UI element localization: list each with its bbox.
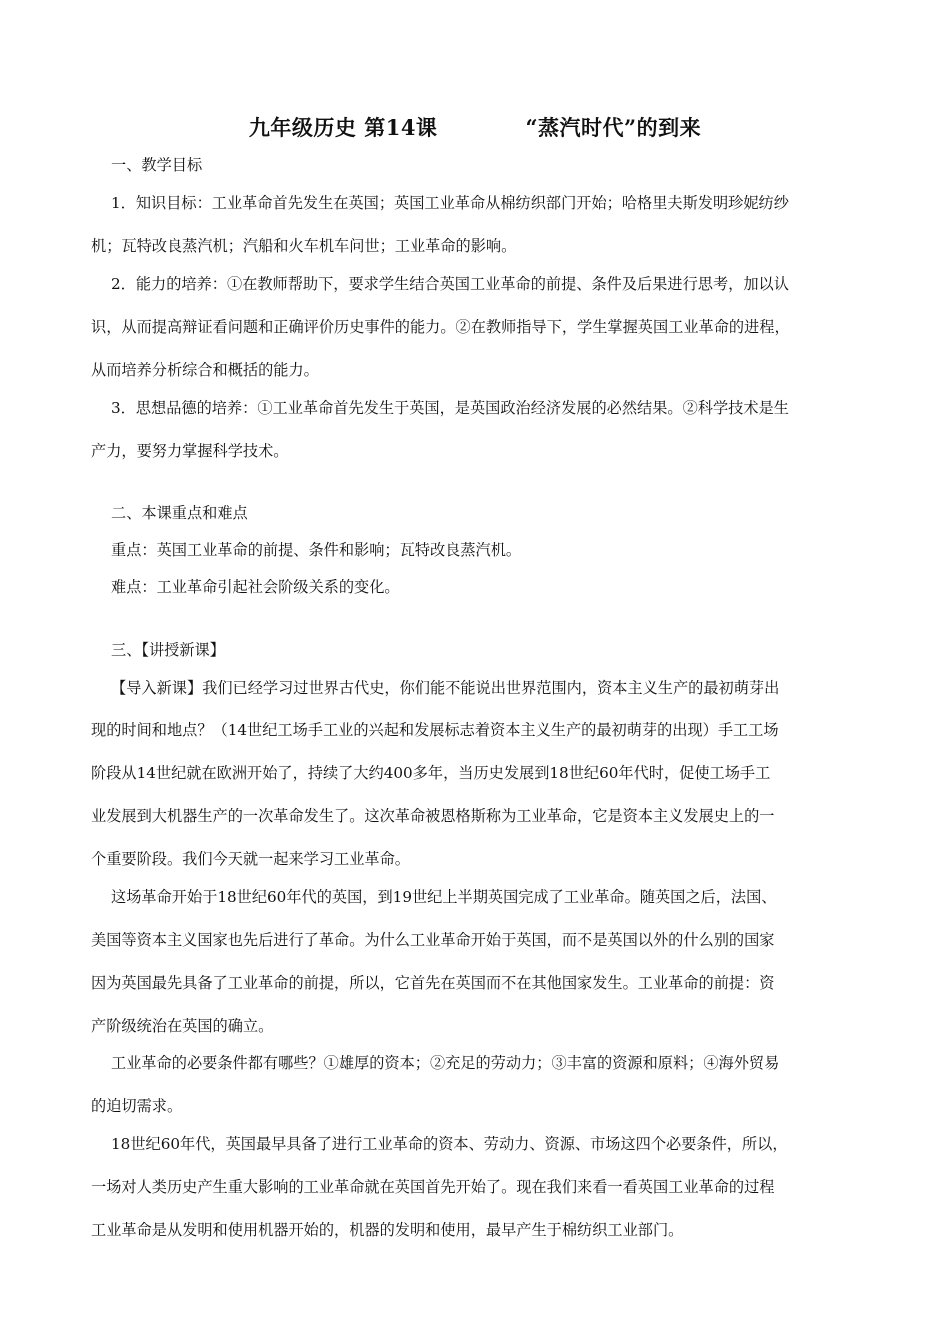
paragraph-line: 2．能力的培养：①在教师帮助下，要求学生结合英国工业革命的前提、条件及后果进行思考，加以认 xyxy=(111,275,789,293)
paragraph-line: 这场革命开始于18世纪60年代的英国，到19世纪上半期英国完成了工业革命。随英国之后，法国、 xyxy=(111,888,777,906)
title-topic: “蒸汽时代”的到来 xyxy=(525,115,702,140)
paragraph-line: 美国等资本主义国家也先后进行了革命。为什么工业革命开始于英国，而不是英国以外的什么别的国家 xyxy=(91,931,775,949)
paragraph-line: 业发展到大机器生产的一次革命发生了。这次革命被恩格斯称为工业革命，它是资本主义发展史上的一 xyxy=(91,807,775,825)
paragraph-line: 【导入新课】我们已经学习过世界古代史，你们能不能说出世界范围内，资本主义生产的最初萌芽出 xyxy=(111,679,780,697)
paragraph-line: 阶段从14世纪就在欧洲开始了，持续了大约400多年，当历史发展到18世纪60年代时，促使工场手工 xyxy=(91,764,771,782)
section-heading-objectives: 一、教学目标 xyxy=(111,156,203,174)
section-heading-keypoints: 二、本课重点和难点 xyxy=(111,504,248,522)
paragraph-line: 重点：英国工业革命的前提、条件和影响；瓦特改良蒸汽机。 xyxy=(111,541,522,559)
paragraph-line: 18世纪60年代，英国最早具备了进行工业革命的资本、劳动力、资源、市场这四个必要条件，所以， xyxy=(111,1135,788,1153)
paragraph-line: 工业革命是从发明和使用机器开始的，机器的发明和使用，最早产生于棉纺织工业部门。 xyxy=(91,1221,684,1239)
title-lesson: 九年级历史 第14课 xyxy=(248,115,438,140)
paragraph-line: 识，从而提高辩证看问题和正确评价历史事件的能力。②在教师指导下，学生掌握英国工业革命的进程， xyxy=(91,318,790,336)
document-title xyxy=(0,112,950,142)
paragraph-line: 1．知识目标：工业革命首先发生在英国；英国工业革命从棉纺织部门开始；哈格里夫斯发明珍妮纺纱 xyxy=(111,194,789,212)
paragraph-line: 的迫切需求。 xyxy=(91,1097,183,1115)
paragraph-line: 工业革命的必要条件都有哪些？①雄厚的资本；②充足的劳动力；③丰富的资源和原料；④海外贸易 xyxy=(111,1054,780,1072)
paragraph-line: 从而培养分析综合和概括的能力。 xyxy=(91,361,319,379)
paragraph-line: 一场对人类历史产生重大影响的工业革命就在英国首先开始了。现在我们来看一看英国工业革命的过程 xyxy=(91,1178,775,1196)
section-heading-new-lesson: 三、【讲授新课】 xyxy=(111,641,225,659)
paragraph-line: 现的时间和地点？（14世纪工场手工业的兴起和发展标志着资本主义生产的最初萌芽的出现）手工工场 xyxy=(91,721,779,739)
paragraph-line: 产阶级统治在英国的确立。 xyxy=(91,1017,274,1035)
paragraph-line: 个重要阶段。我们今天就一起来学习工业革命。 xyxy=(91,850,410,868)
paragraph-line: 难点：工业革命引起社会阶级关系的变化。 xyxy=(111,578,400,596)
paragraph-line: 因为英国最先具备了工业革命的前提，所以，它首先在英国而不在其他国家发生。工业革命的前提：资 xyxy=(91,974,775,992)
paragraph-line: 产力，要努力掌握科学技术。 xyxy=(91,442,289,460)
paragraph-line: 3．思想品德的培养：①工业革命首先发生于英国，是英国政治经济发展的必然结果。②科学技术是生 xyxy=(111,399,789,417)
paragraph-line: 机；瓦特改良蒸汽机；汽船和火车机车问世；工业革命的影响。 xyxy=(91,237,517,255)
